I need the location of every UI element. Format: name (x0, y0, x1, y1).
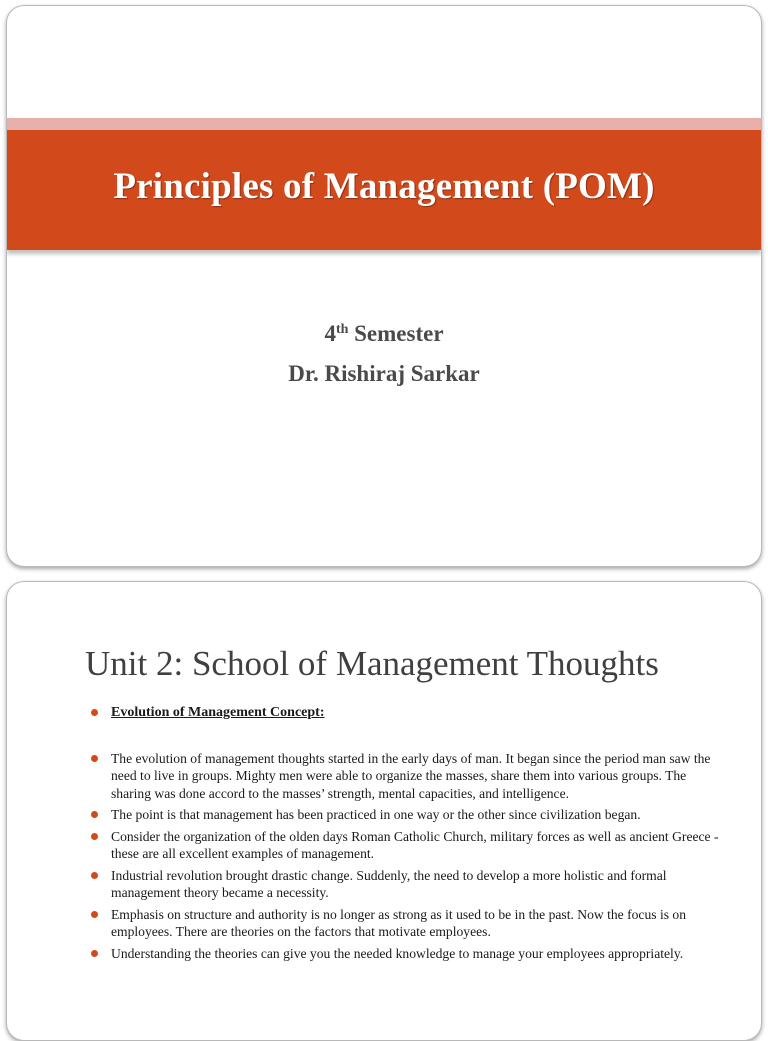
heading-text: Evolution of Management Concept (111, 705, 320, 720)
bullet-item (89, 828, 729, 863)
bullet-dot-icon (91, 709, 98, 716)
bullet-dot-icon (91, 755, 98, 762)
slide-title: Unit 2: School of Management Thoughts (85, 644, 659, 683)
semester-line (7, 314, 761, 354)
semester-label: Semester (348, 321, 444, 346)
bullet-item (89, 945, 729, 963)
semester-suffix: th (335, 322, 349, 337)
bullet-item (89, 750, 729, 803)
bullet-list (89, 704, 729, 966)
bullet-item (89, 806, 729, 824)
title-accent-strip (7, 118, 761, 130)
bullet-text: The point is that management has been practiced in one way or the other since civilization began. (111, 807, 641, 822)
bullet-text: Emphasis on structure and authority is no longer as strong as it used to be in the past. Now the focus is on employees. There are theories on the factors that motivate employees. (111, 906, 686, 939)
subtitle-block (7, 314, 761, 394)
heading-colon: : (319, 705, 325, 720)
presentation-title: Principles of Management (POM) (113, 165, 655, 207)
bullet-dot-icon (91, 950, 98, 957)
title-slide (6, 5, 762, 567)
bullet-text: Consider the organization of the olden days Roman Catholic Church, military forces as well as ancient Greece - these are all excellent examples of management. (111, 828, 719, 861)
bullet-dot-icon (91, 811, 98, 818)
bullet-item (89, 906, 729, 941)
author-name: Dr. Rishiraj Sarkar (288, 361, 480, 386)
title-band (7, 130, 761, 250)
semester-number: 4 (324, 321, 336, 346)
bullet-text: Understanding the theories can give you the needed knowledge to manage your employees appropriately. (111, 945, 684, 961)
bullet-dot-icon (91, 872, 98, 879)
content-slide (6, 581, 762, 1041)
bullet-text: The evolution of management thoughts started in the early days of man. It began since the period man saw the need to live in groups. Mighty men were able to organize the masses, share them into various groups. The sharing was done accord to the masses’ strength, mental capacities, and intelligence. (111, 750, 711, 801)
bullet-item (89, 867, 729, 902)
bullet-dot-icon (91, 911, 98, 918)
bullet-text: Industrial revolution brought drastic change. Suddenly, the need to develop a more holistic and formal management theory became a necessity. (111, 867, 667, 900)
bullet-heading (89, 704, 729, 722)
bullet-dot-icon (91, 833, 98, 840)
